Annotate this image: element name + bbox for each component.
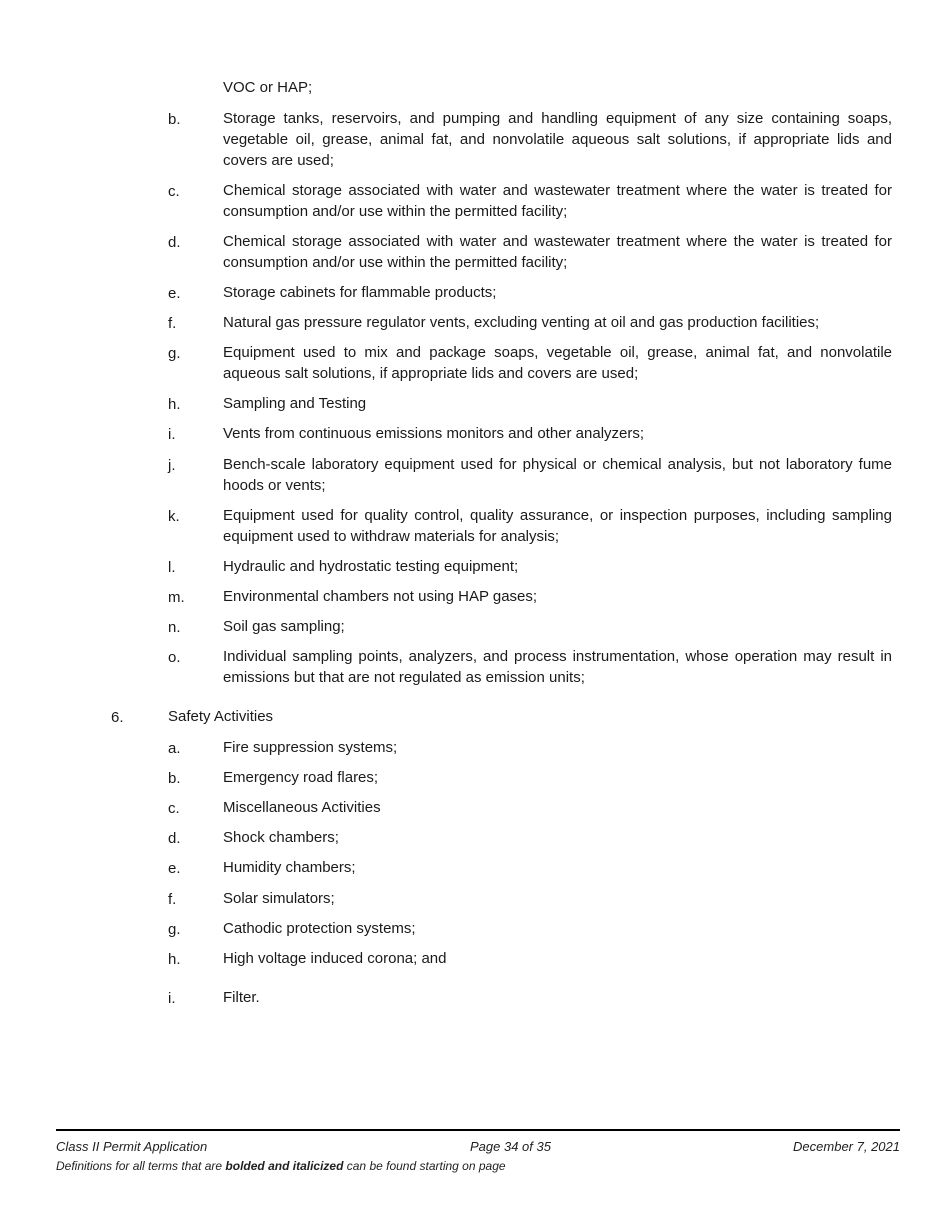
footer-note-prefix: Definitions for all terms that are — [56, 1159, 226, 1173]
item-text: Filter. — [223, 989, 260, 1006]
section-number: 6. — [111, 709, 124, 726]
item-label: i. — [168, 426, 176, 443]
item-label: e. — [168, 860, 181, 877]
item-text: Fire suppression systems; — [223, 739, 398, 756]
footer-date: December 7, 2021 — [793, 1139, 900, 1154]
item-label: h. — [168, 396, 181, 413]
item-text: Storage tanks, reservoirs, and pumping and handling equipment of any size containing soaps, vegetable oil, grease, animal fat, and nonvolatile aqueous salt solutions, if appropriate lids and covers are used; — [223, 110, 892, 169]
footer-document-title: Class II Permit Application — [56, 1139, 208, 1154]
item-label: d. — [168, 830, 181, 847]
continuation-text: VOC or HAP; — [223, 79, 313, 96]
item-label: g. — [168, 921, 181, 938]
footer-divider — [56, 1129, 900, 1131]
item-label: k. — [168, 508, 180, 525]
item-label: c. — [168, 183, 180, 200]
item-text: Cathodic protection systems; — [223, 920, 416, 937]
item-label: f. — [168, 315, 177, 332]
item-text: Equipment used to mix and package soaps, vegetable oil, grease, animal fat, and nonvolatile aqueous salt solutions, if appropriate lids and covers are used; — [223, 344, 892, 382]
item-label: j. — [168, 457, 176, 474]
item-label: g. — [168, 345, 181, 362]
item-text: Solar simulators; — [223, 890, 335, 907]
section-title: Safety Activities — [168, 708, 274, 725]
footer-page-number: Page 34 of 35 — [470, 1139, 551, 1154]
item-label: b. — [168, 770, 181, 787]
item-label: n. — [168, 619, 181, 636]
footer-definitions-note — [56, 1158, 506, 1174]
item-label: a. — [168, 740, 181, 757]
item-text: Hydraulic and hydrostatic testing equipment; — [223, 558, 519, 575]
item-text: Equipment used for quality control, quality assurance, or inspection purposes, including sampling equipment used to withdraw materials for analysis; — [223, 507, 892, 545]
item-text: Bench-scale laboratory equipment used for physical or chemical analysis, but not laboratory fume hoods or vents; — [223, 456, 892, 494]
item-label: b. — [168, 111, 181, 128]
item-text: Soil gas sampling; — [223, 618, 345, 635]
item-label: d. — [168, 234, 181, 251]
item-label: i. — [168, 990, 176, 1007]
item-label: h. — [168, 951, 181, 968]
item-text: Environmental chambers not using HAP gases; — [223, 588, 538, 605]
item-text: Individual sampling points, analyzers, and process instrumentation, whose operation may result in emissions but that are not regulated as emission units; — [223, 648, 892, 686]
item-text: Storage cabinets for flammable products; — [223, 284, 497, 301]
footer-note-bold: bolded and italicized — [225, 1159, 344, 1173]
item-text: Miscellaneous Activities — [223, 799, 381, 816]
item-label: l. — [168, 559, 176, 576]
item-label: f. — [168, 891, 177, 908]
item-text: Shock chambers; — [223, 829, 339, 846]
item-text: Chemical storage associated with water and wastewater treatment where the water is treated for consumption and/or use within the permitted facility; — [223, 233, 892, 271]
item-text: Emergency road flares; — [223, 769, 379, 786]
item-text: High voltage induced corona; and — [223, 950, 447, 967]
item-label: m. — [168, 589, 185, 606]
item-text: Vents from continuous emissions monitors and other analyzers; — [223, 425, 645, 442]
item-text: Humidity chambers; — [223, 859, 356, 876]
item-label: c. — [168, 800, 180, 817]
item-label: e. — [168, 285, 181, 302]
item-text: Natural gas pressure regulator vents, excluding venting at oil and gas production facilities; — [223, 314, 820, 331]
footer-note-suffix: can be found starting on page — [343, 1159, 506, 1173]
item-text: Sampling and Testing — [223, 395, 367, 412]
item-label: o. — [168, 649, 181, 666]
item-text: Chemical storage associated with water and wastewater treatment where the water is treated for consumption and/or use within the permitted facility; — [223, 182, 892, 220]
